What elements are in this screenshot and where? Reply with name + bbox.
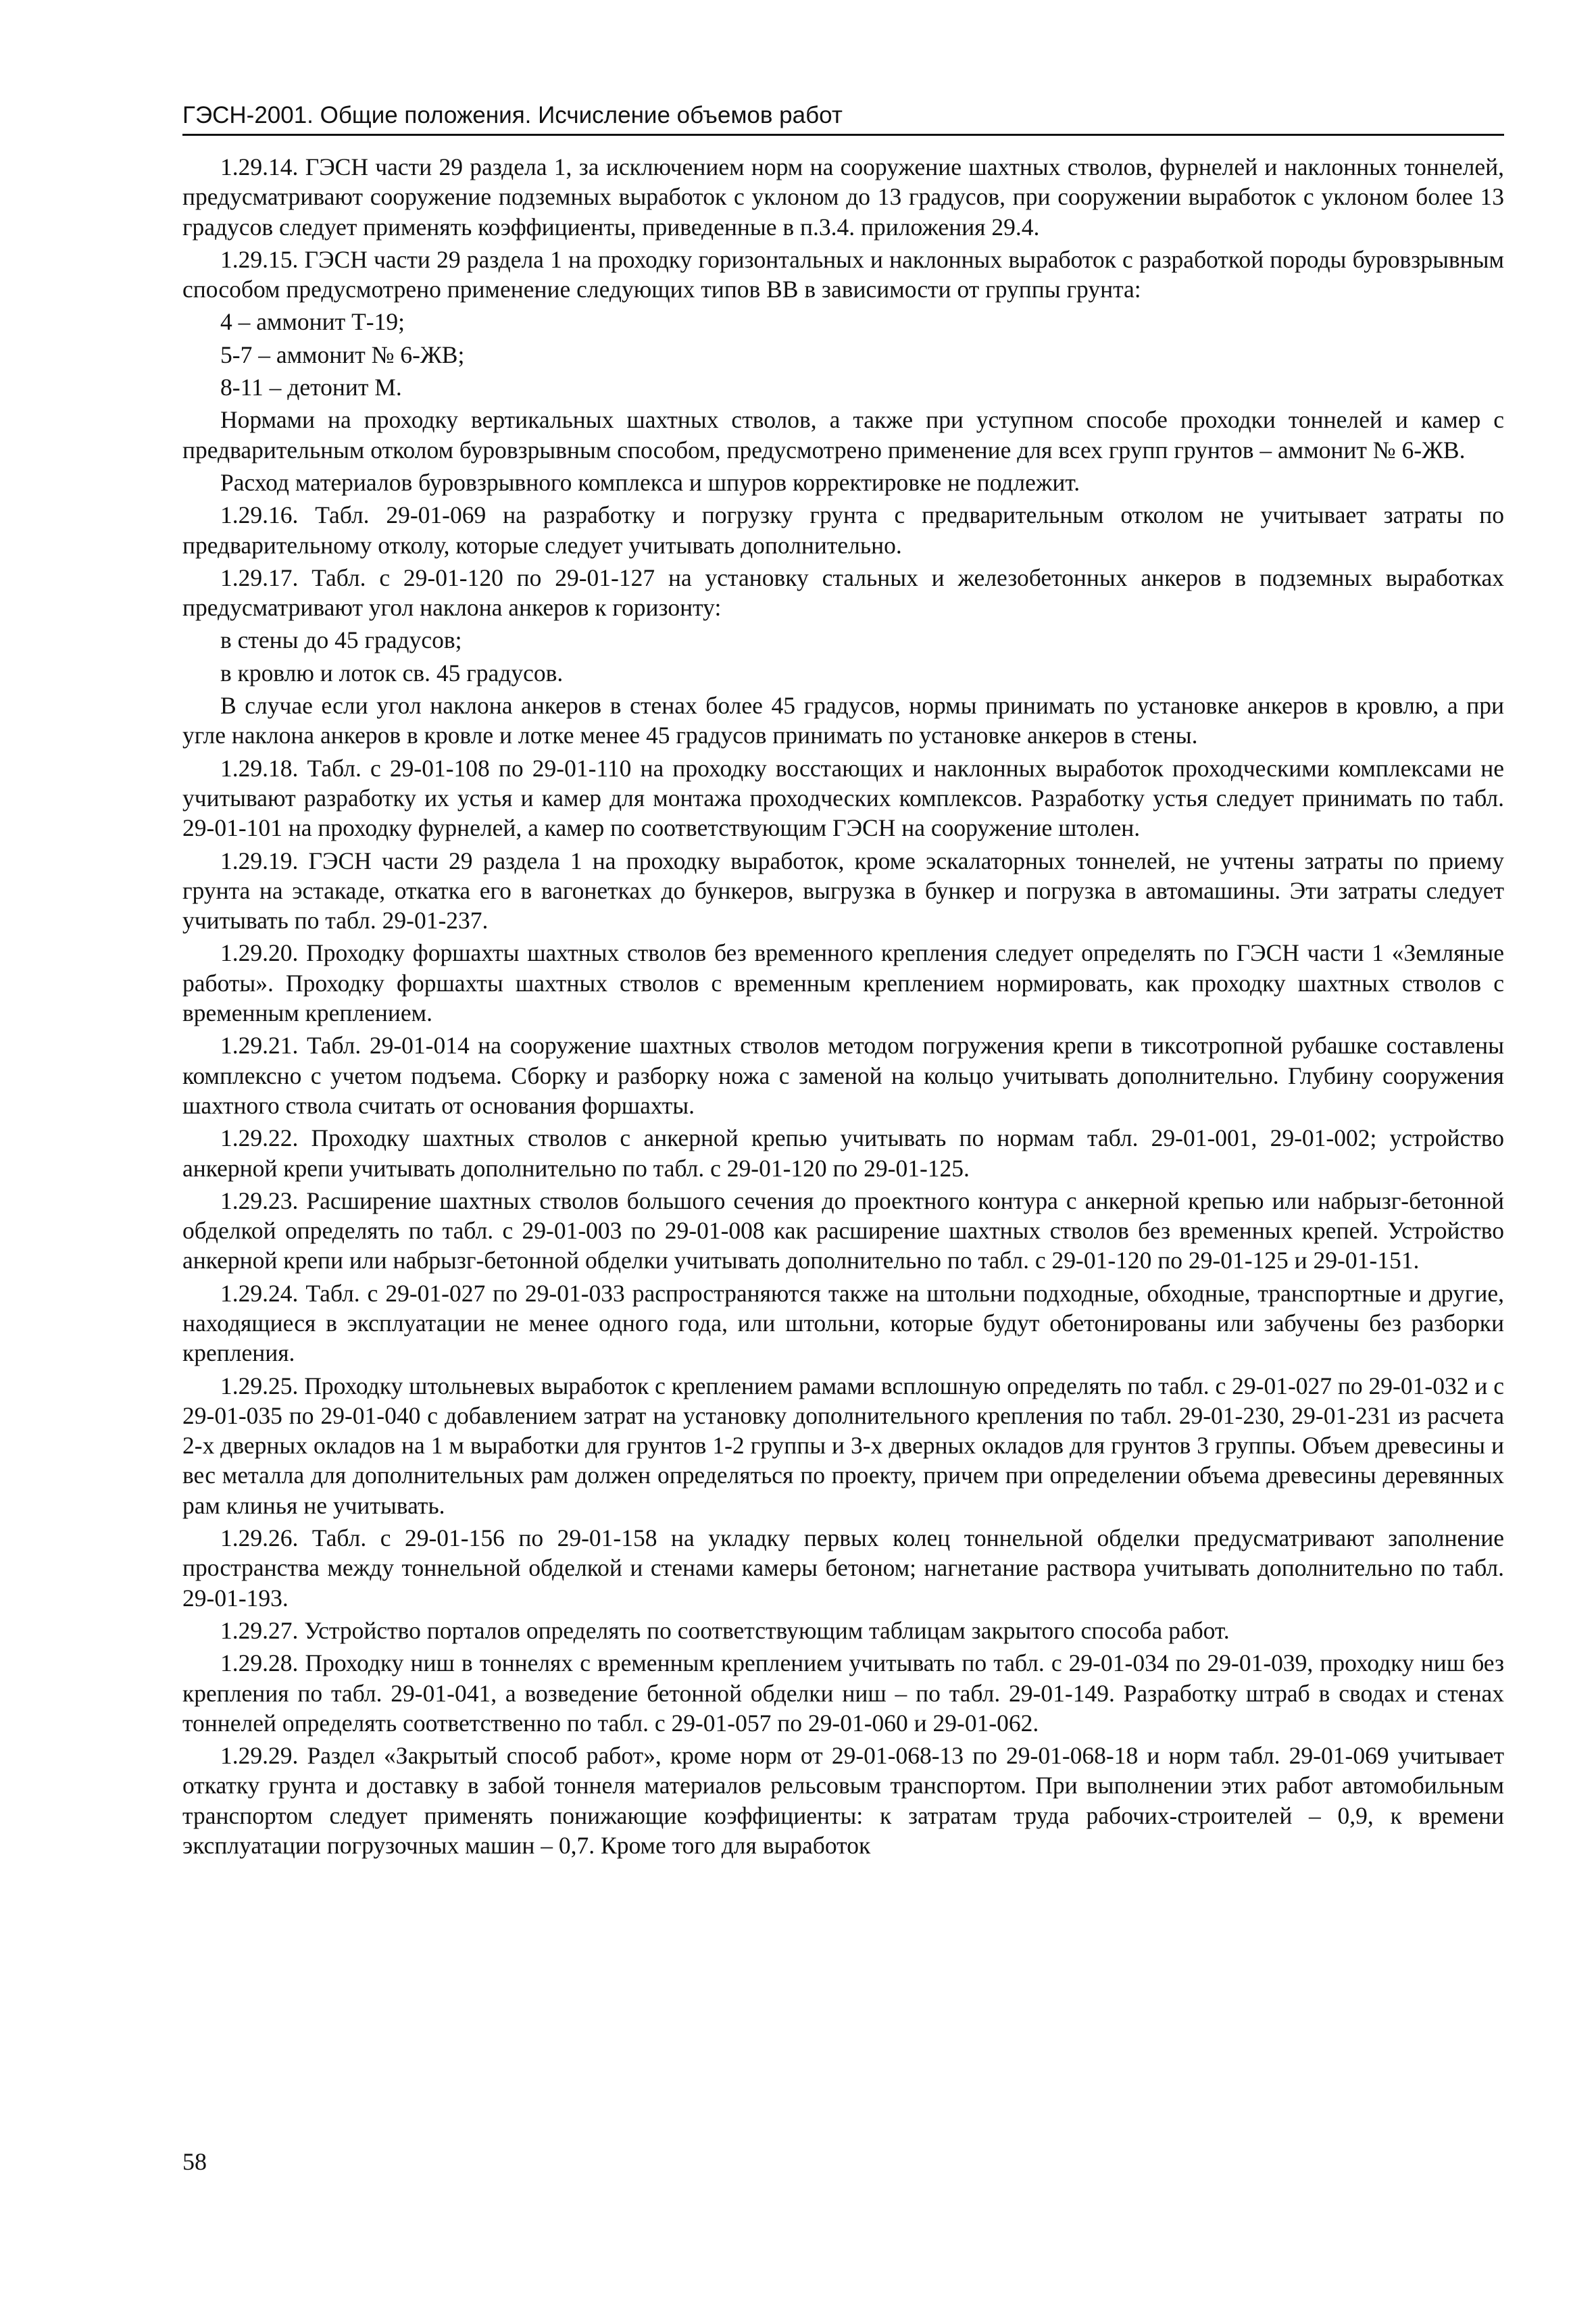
paragraph-1-29-24: 1.29.24. Табл. с 29-01-027 по 29-01-033 распространяются также на штольни подходные, обходные, транспортные и другие, находящиеся в эксплуатации не менее одного года, или штольни, которые будут обетонированы или забучены без разборки крепления. [182,1279,1504,1367]
paragraph-1-29-19: 1.29.19. ГЭСН части 29 раздела 1 на проходку выработок, кроме эскалаторных тоннелей, не учтены затраты по приему грунта на эстакаде, откатка его в вагонетках до бункеров, выгрузка в бункер и погрузка в автомашины. Эти затраты следует учитывать по табл. 29-01-237. [182,847,1504,935]
list-item: 8-11 – детонит М. [220,374,402,401]
list-item: 4 – аммонит Т-19; [220,308,405,336]
paragraph-1-29-29: 1.29.29. Раздел «Закрытый способ работ», кроме норм от 29-01-068-13 по 29-01-068-18 и норм табл. 29-01-069 учитывает откатку грунта и доставку в забой тоннеля материалов рельсовым транспортом. При выполнении этих работ автомобильным транспортом следует применять понижающие коэффициенты: к затратам труда рабочих-строителей – 0,9, к времени эксплуатации погрузочных машин – 0,7. Кроме того для выработок [182,1742,1504,1860]
paragraph-1-29-21: 1.29.21. Табл. 29-01-014 на сооружение шахтных стволов методом погружения крепи в тиксотропной рубашке составлены комплексно с учетом подъема. Сборку и разборку ножа с заменой на кольцо учитывать дополнительно. Глубину сооружения шахтного ствола считать от основания форшахты. [182,1032,1504,1119]
paragraph-1-29-14: 1.29.14. ГЭСН части 29 раздела 1, за исключением норм на сооружение шахтных стволов, фурнелей и наклонных тоннелей, предусматривают сооружение подземных выработок с уклоном до 13 градусов, при сооружении выработок с уклоном более 13 градусов следует применять коэффициенты, приведенные в п.3.4. приложения 29.4. [182,153,1504,241]
paragraph-1-29-23: 1.29.23. Расширение шахтных стволов большого сечения до проектного контура с анкерной крепью или набрызг-бетонной обделкой определять по табл. с 29-01-003 по 29-01-008 как расширение шахтных стволов без временных крепей. Устройство анкерной крепи или набрызг-бетонной обделки учитывать дополнительно по табл. с 29-01-120 по 29-01-125 и 29-01-151. [182,1187,1504,1274]
paragraph-1-29-15: 1.29.15. ГЭСН части 29 раздела 1 на проходку горизонтальных и наклонных выработок с разработкой породы буровзрывным способом предусмотрено применение следующих типов ВВ в зависимости от группы грунта: [182,245,1504,303]
paragraph-1-29-16: 1.29.16. Табл. 29-01-069 на разработку и погрузку грунта с предварительным отколом не учитывает затраты по предварительному отколу, которые следует учитывать дополнительно. [182,501,1504,559]
document-body [182,152,1504,1860]
paragraph-anchor-note: В случае если угол наклона анкеров в стенах более 45 градусов, нормы принимать по установке анкеров в кровлю, а при угле наклона анкеров в кровле и лотке менее 45 градусов принимать по установке анкеров в стены. [182,692,1504,749]
paragraph-1-29-25: 1.29.25. Проходку штольневых выработок с креплением рамами всплошную определять по табл. с 29-01-027 по 29-01-032 и с 29-01-035 по 29-01-040 с добавлением затрат на установку дополнительного крепления по табл. 29-01-230, 29-01-231 из расчета 2-х дверных окладов на 1 м выработки для грунтов 1-2 группы и 3-х дверных окладов для грунтов 3 группы. Объем древесины и вес металла для дополнительных рам должен определяться по проекту, причем при определении объема древесины деревянных рам клинья не учитывать. [182,1372,1504,1519]
paragraph-1-29-18: 1.29.18. Табл. с 29-01-108 по 29-01-110 на проходку восстающих и наклонных выработок проходческими комплексами не учитывают разработку их устья и камер для монтажа проходческих комплексов. Разработку устья следует принимать по табл. 29-01-101 на проходку фурнелей, а камер по соответствующим ГЭСН на сооружение штолен. [182,754,1504,842]
paragraph-1-29-26: 1.29.26. Табл. с 29-01-156 по 29-01-158 на укладку первых колец тоннельной обделки предусматривают заполнение пространства между тоннельной обделкой и стенами камеры бетоном; нагнетание раствора учитывать дополнительно по табл. 29-01-193. [182,1524,1504,1612]
page-number: 58 [182,2148,207,2175]
list-item: 5-7 – аммонит № 6-ЖВ; [220,341,465,368]
running-header: ГЭСН-2001. Общие положения. Исчисление объемов работ [182,101,1504,136]
paragraph-1-29-22: 1.29.22. Проходку шахтных стволов с анкерной крепью учитывать по нормам табл. 29-01-001, 29-01-002; устройство анкерной крепи учитывать дополнительно по табл. с 29-01-120 по 29-01-125. [182,1124,1504,1182]
list-item: в кровлю и лоток св. 45 градусов. [220,659,564,687]
paragraph-materials-note: Расход материалов буровзрывного комплекса и шпуров корректировке не подлежит. [220,468,1080,496]
paragraph-1-29-17: 1.29.17. Табл. с 29-01-120 по 29-01-127 на установку стальных и железобетонных анкеров в подземных выработках предусматривают угол наклона анкеров к горизонту: [182,564,1504,622]
paragraph-1-29-27: 1.29.27. Устройство порталов определять по соответствующим таблицам закрытого способа работ. [220,1616,1230,1644]
paragraph-1-29-28: 1.29.28. Проходку ниш в тоннелях с временным креплением учитывать по табл. с 29-01-034 по 29-01-039, проходку ниш без крепления по табл. 29-01-041, а возведение бетонной обделки ниш – по табл. 29-01-149. Разработку штраб в сводах и стенах тоннелей определять соответственно по табл. с 29-01-057 по 29-01-060 и 29-01-062. [182,1649,1504,1737]
list-item: в стены до 45 градусов; [220,626,462,654]
paragraph-explosives-note: Нормами на проходку вертикальных шахтных стволов, а также при уступном способе проходки тоннелей и камер с предварительным отколом буровзрывным способом, предусмотрено применение для всех групп грунтов – аммонит № 6-ЖВ. [182,406,1504,464]
paragraph-1-29-20: 1.29.20. Проходку форшахты шахтных стволов без временного крепления следует определять по ГЭСН части 1 «Земляные работы». Проходку форшахты шахтных стволов с временным креплением нормировать, как проходку шахтных стволов с временным креплением. [182,939,1504,1027]
